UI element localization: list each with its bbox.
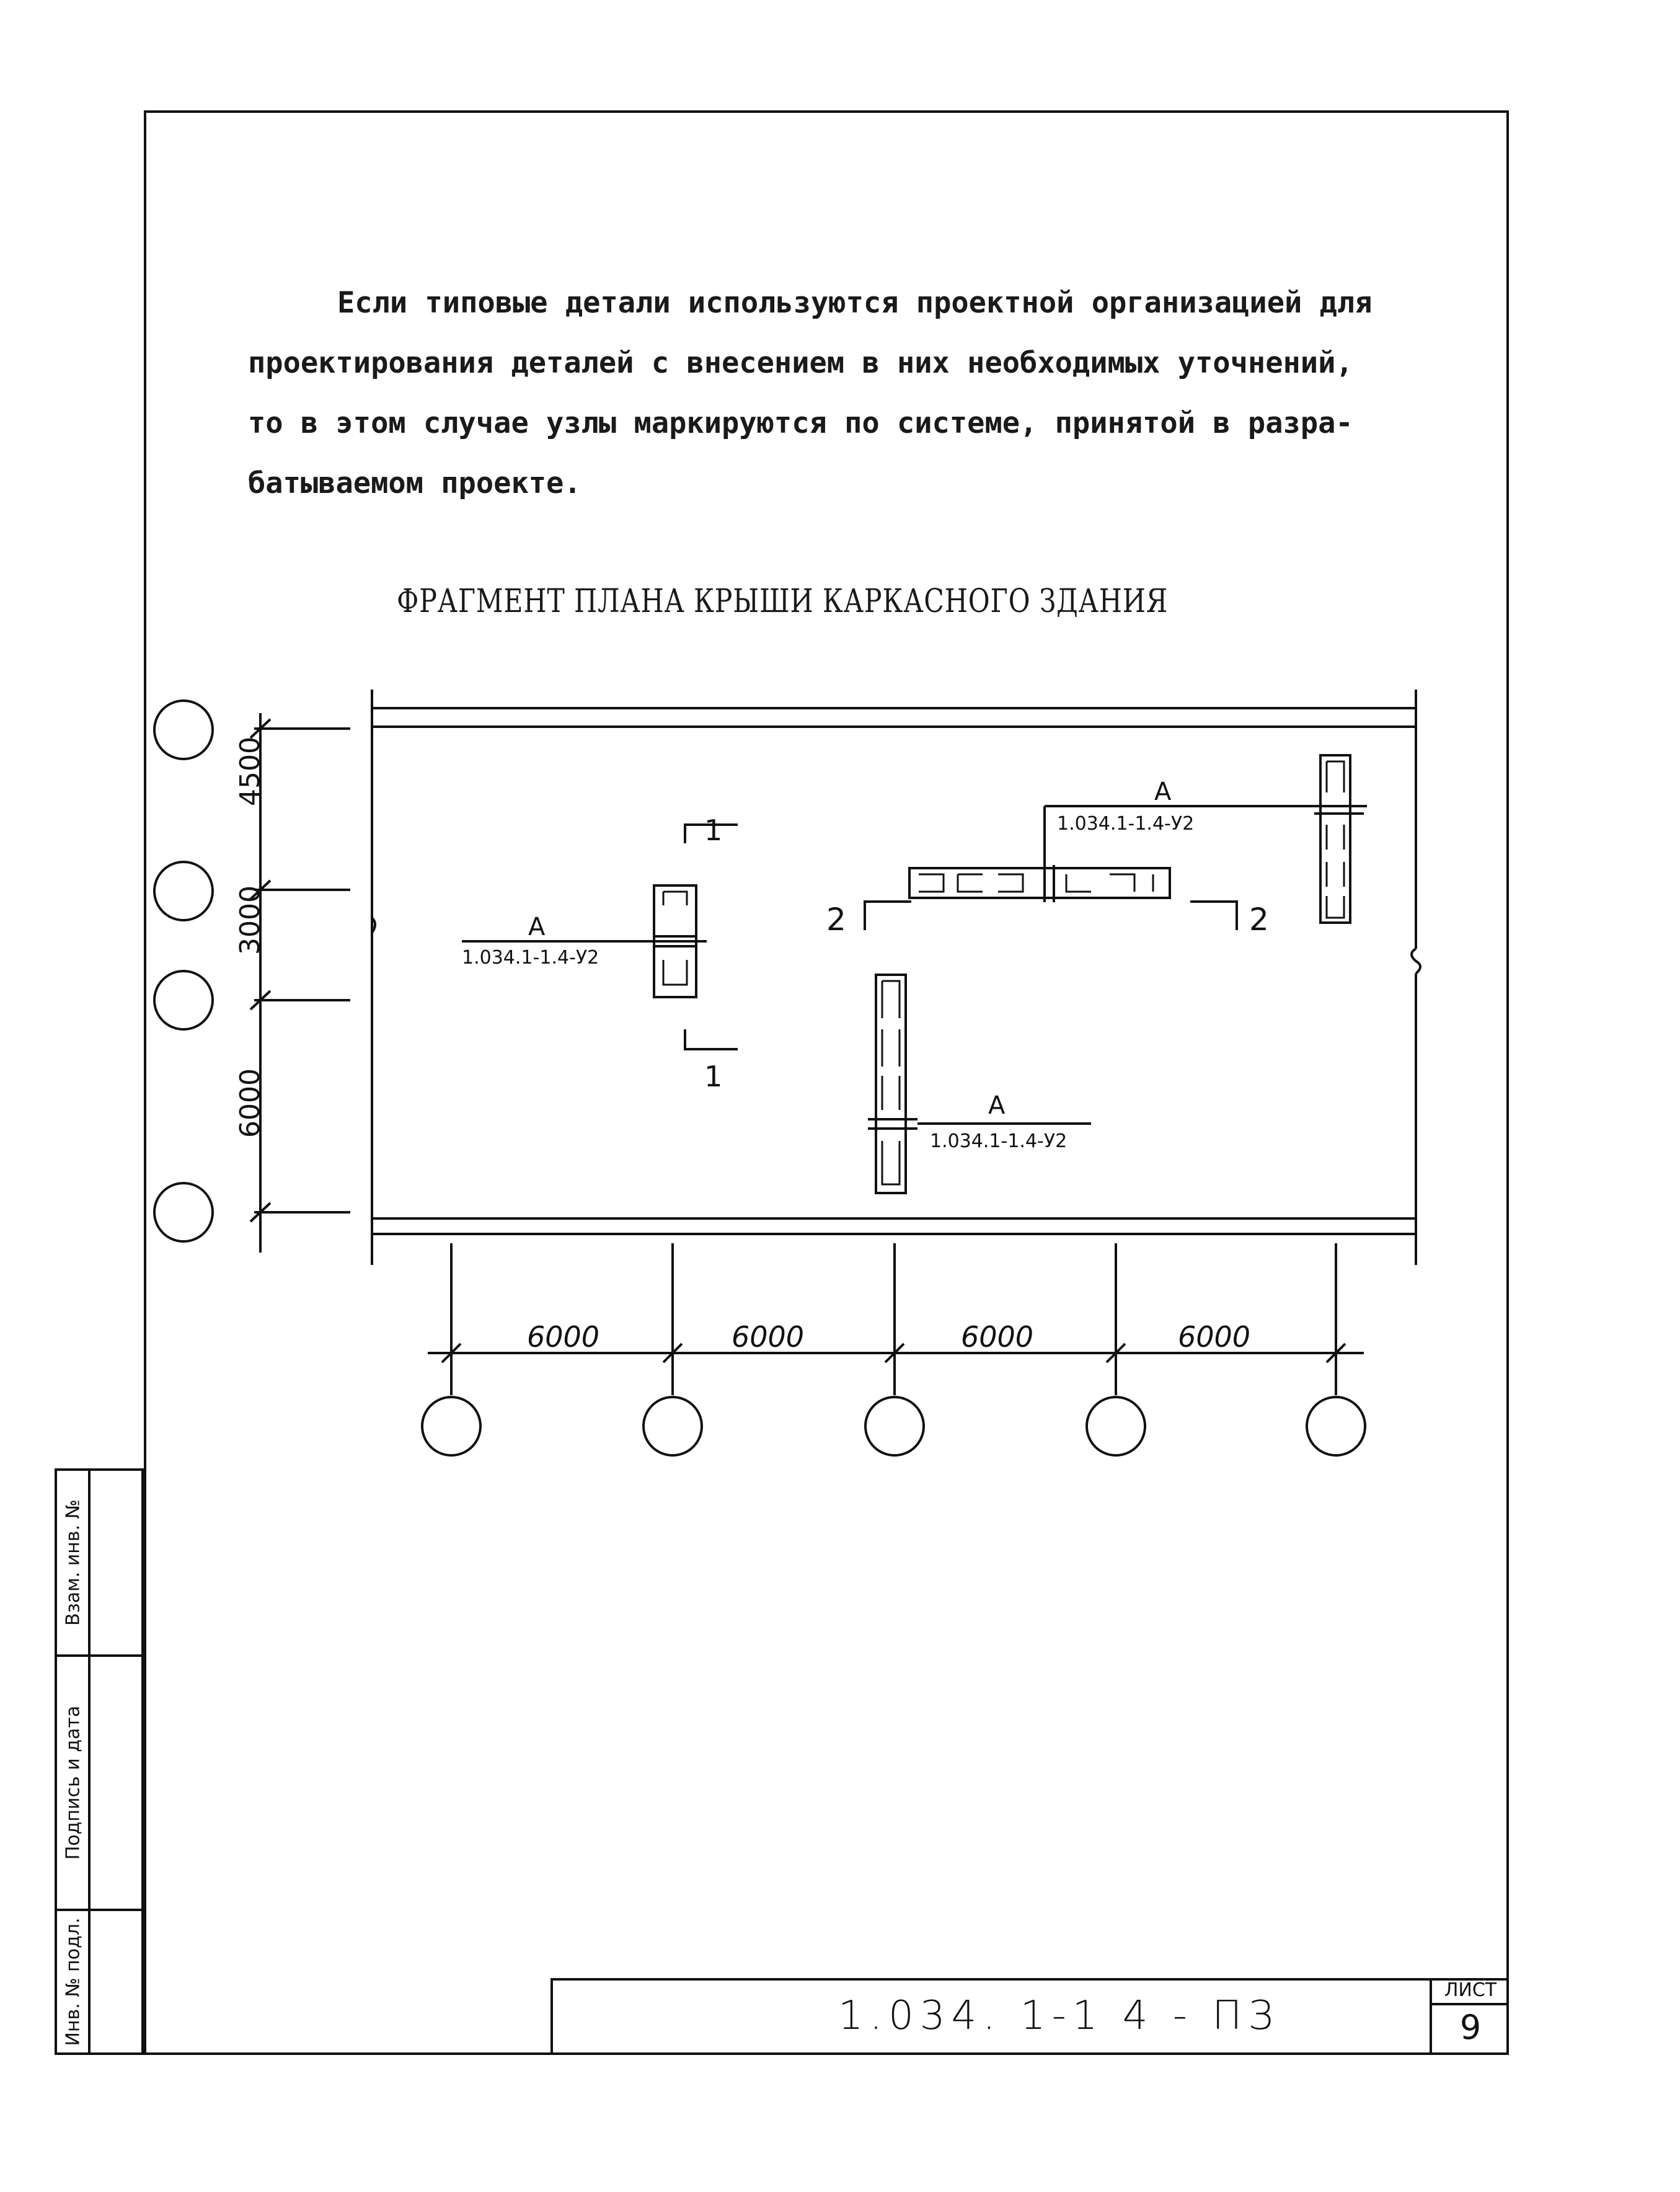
axis-circle bbox=[154, 971, 213, 1029]
axis-circle bbox=[154, 1183, 213, 1241]
side-stamp-cell bbox=[57, 1911, 141, 2052]
side-stamp-cell bbox=[57, 1471, 141, 1657]
sheet-number: 9 bbox=[1459, 2008, 1482, 2047]
title-block bbox=[550, 1978, 1509, 2055]
callout-ref: 1.034.1-1.4-У2 bbox=[1057, 813, 1195, 835]
section-mark bbox=[685, 1029, 738, 1049]
body-line: Если типовые детали используются проектной организацией для bbox=[337, 286, 1373, 320]
roof-element bbox=[909, 868, 1170, 898]
section-mark bbox=[1190, 902, 1237, 930]
dim-label-vertical: 3000 bbox=[234, 885, 266, 955]
break-mark bbox=[1412, 949, 1420, 974]
sheet-number-cell bbox=[1430, 1978, 1509, 2055]
axis-circle bbox=[154, 862, 213, 920]
axis-circle bbox=[1307, 1397, 1365, 1455]
callout-letter: А bbox=[528, 913, 546, 941]
dim-label-horizontal: 6000 bbox=[732, 1320, 805, 1354]
dim-label-vertical: 4500 bbox=[234, 737, 266, 806]
sheet-label: ЛИСТ bbox=[1432, 1978, 1509, 2005]
dim-label-horizontal: 6000 bbox=[961, 1320, 1034, 1354]
axis-circle bbox=[154, 701, 213, 759]
side-stamp-label: Инв. № подл. bbox=[62, 1917, 84, 2046]
section-2-label: 2 bbox=[826, 902, 846, 938]
section-1-label: 1 bbox=[704, 814, 723, 847]
dim-label-horizontal: 6000 bbox=[1178, 1320, 1251, 1354]
callout-letter: А bbox=[1154, 778, 1172, 806]
axis-circle bbox=[643, 1397, 702, 1455]
dim-label-vertical: 6000 bbox=[234, 1068, 266, 1138]
axis-circle bbox=[865, 1397, 924, 1455]
side-stamp-cell bbox=[57, 1657, 141, 1911]
section-2-label: 2 bbox=[1249, 902, 1269, 938]
document-code: 1.034. 1-1 4 - ПЗ bbox=[838, 1993, 1280, 2039]
body-line: проектирования деталей с внесением в них необходимых уточнений, bbox=[248, 346, 1353, 380]
figure-title: ФРАГМЕНТ ПЛАНА КРЫШИ КАРКАСНОГО ЗДАНИЯ bbox=[397, 583, 1168, 620]
callout-ref: 1.034.1-1.4-У2 bbox=[930, 1130, 1068, 1152]
callout-ref: 1.034.1-1.4-У2 bbox=[462, 947, 599, 969]
dim-label-horizontal: 6000 bbox=[527, 1320, 600, 1354]
body-line: батываемом проекте. bbox=[248, 466, 581, 500]
side-stamp-label: Подпись и дата bbox=[62, 1705, 84, 1860]
section-mark bbox=[865, 902, 911, 930]
body-line: то в этом случае узлы маркируются по системе, принятой в разра- bbox=[248, 406, 1353, 440]
side-stamp-label: Взам. инв. № bbox=[62, 1499, 84, 1626]
side-stamp bbox=[55, 1468, 144, 2055]
axis-circle bbox=[1087, 1397, 1145, 1455]
callout-letter: А bbox=[988, 1091, 1006, 1120]
roof-element bbox=[1320, 755, 1350, 923]
section-1-label: 1 bbox=[704, 1060, 723, 1093]
axis-circle bbox=[422, 1397, 480, 1455]
roof-element bbox=[876, 975, 906, 1193]
